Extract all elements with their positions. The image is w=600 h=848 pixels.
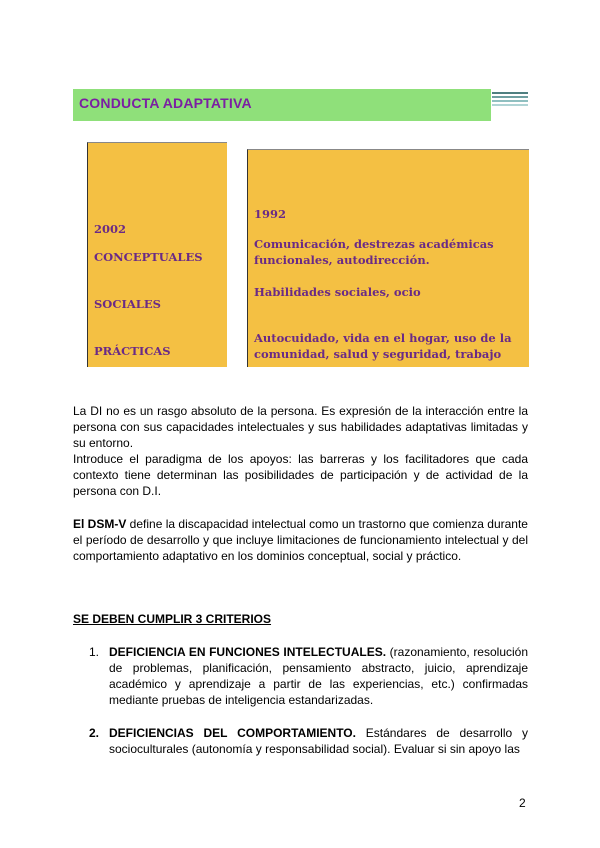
right-item-3: Autocuidado, vida en el hogar, uso de la comunidad, salud y seguridad, trabajo	[254, 331, 512, 361]
list-item-title: DEFICIENCIA EN FUNCIONES INTELECTUALES.	[109, 645, 387, 659]
decorative-lines	[492, 92, 528, 108]
table-right-box	[247, 149, 529, 367]
section-title: CONDUCTA ADAPTATIVA	[79, 95, 252, 111]
paragraph-3	[73, 516, 528, 564]
list-item-title: DEFICIENCIAS DEL COMPORTAMIENTO.	[109, 726, 356, 740]
paragraph-2: Introduce el paradigma de los apoyos: las barreras y los facilitadores que cada contexto tiene determinan las posibilidades de participación y de actividad de la persona con D.I.	[73, 452, 528, 498]
paragraph-1: La DI no es un rasgo absoluto de la persona. Es expresión de la interacción entre la persona con sus capacidades intelectuales y sus habilidades adaptativas limitadas y su entorno.	[73, 404, 528, 450]
right-item-2: Habilidades sociales, ocio	[254, 285, 421, 299]
left-item-sociales: SOCIALES	[94, 297, 161, 311]
list-item-text: (razonamiento, resolución de problemas, planificación, pensamiento abstracto, juicio, aprendizaje académico y aprendizaje a partir de las experiencias, etc.) confirmadas mediante pruebas de inteligencia estandarizadas.	[109, 645, 529, 707]
page-number: 2	[519, 796, 526, 810]
criteria-heading: SE DEBEN CUMPLIR 3 CRITERIOS	[73, 612, 272, 626]
list-item	[89, 725, 528, 757]
list-item-number: 2.	[89, 726, 100, 740]
left-year: 2002	[94, 222, 127, 236]
dsm-text: define la discapacidad intelectual como un trastorno que comienza durante el período de desarrollo y que incluye limitaciones de funcionamiento intelectual y del comportamiento adaptativo en los dominios conceptual, social y práctico.	[73, 517, 528, 563]
dsm-label: El DSM-V	[73, 517, 127, 531]
right-item-1: Comunicación, destrezas académicas funcionales, autodirección.	[254, 237, 494, 267]
list-item-number: 1.	[89, 645, 100, 659]
right-year: 1992	[254, 207, 287, 221]
left-item-conceptuales: CONCEPTUALES	[94, 250, 203, 264]
table-left-box	[87, 142, 227, 367]
list-item-text: Estándares de desarrollo y socioculturales (autonomía y responsabilidad social). Evaluar si sin apoyo las	[109, 726, 528, 756]
list-item	[89, 644, 528, 708]
left-item-practicas: PRÁCTICAS	[94, 344, 171, 358]
